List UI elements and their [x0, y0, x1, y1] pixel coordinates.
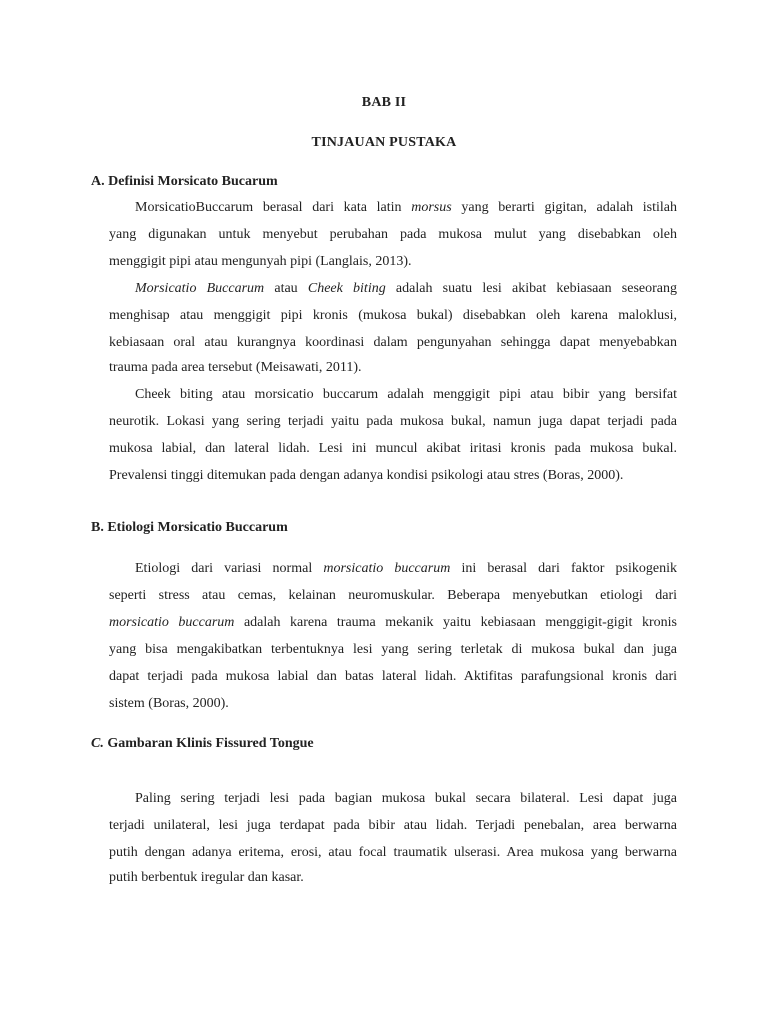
paragraph-line: yang digunakan untuk menyebut perubahan pada mukosa mulut yang disebabkan oleh: [109, 227, 677, 242]
paragraph-line: putih dengan adanya eritema, erosi, atau focal traumatik ulserasi. Area mukosa yang berwarna: [109, 845, 677, 860]
paragraph-line: trauma pada area tersebut (Meisawati, 2011).: [109, 360, 362, 375]
paragraph-line: sistem (Boras, 2000).: [109, 696, 229, 711]
paragraph-line: Morsicatio Buccarum atau Cheek biting adalah suatu lesi akibat kebiasaan seseorang: [135, 281, 677, 296]
paragraph-line: menghisap atau menggigit pipi kronis (mukosa bukal) disebabkan oleh karena maloklusi,: [109, 308, 677, 323]
paragraph-line: putih berbentuk iregular dan kasar.: [109, 870, 304, 885]
paragraph-line: yang bisa mengakibatkan terbentuknya lesi yang sering terletak di mukosa bukal dan juga: [109, 642, 677, 657]
section-b-letter: B.: [91, 520, 104, 535]
section-c-heading: [91, 736, 314, 752]
section-b-title: Etiologi Morsicatio Buccarum: [107, 520, 288, 535]
paragraph-line: mukosa labial, dan lateral lidah. Lesi ini muncul akibat iritasi kronis pada mukosa bukal.: [109, 441, 677, 456]
section-a-title: Definisi Morsicato Bucarum: [108, 174, 278, 189]
section-c-title: Gambaran Klinis Fissured Tongue: [107, 736, 314, 751]
paragraph-line: neurotik. Lokasi yang sering terjadi yaitu pada mukosa bukal, namun juga dapat terjadi pada: [109, 414, 677, 429]
paragraph-line: menggigit pipi atau mengunyah pipi (Langlais, 2013).: [109, 254, 412, 269]
paragraph-line: dapat terjadi pada mukosa labial dan batas lateral lidah. Aktifitas parafungsional kronis dari: [109, 669, 677, 684]
paragraph-line: Cheek biting atau morsicatio buccarum adalah menggigit pipi atau bibir yang bersifat: [135, 387, 677, 402]
paragraph-line: terjadi unilateral, lesi juga terdapat pada bibir atau lidah. Terjadi penebalan, area berwarna: [109, 818, 677, 833]
paragraph-line: Etiologi dari variasi normal morsicatio buccarum ini berasal dari faktor psikogenik: [135, 561, 677, 576]
section-b-heading: [91, 520, 288, 536]
paragraph-line: seperti stress atau cemas, kelainan neuromuskular. Beberapa menyebutkan etiologi dari: [109, 588, 677, 603]
paragraph-line: Paling sering terjadi lesi pada bagian mukosa bukal secara bilateral. Lesi dapat juga: [135, 791, 677, 806]
section-a-heading: [91, 174, 278, 190]
paragraph-line: Prevalensi tinggi ditemukan pada dengan adanya kondisi psikologi atau stres (Boras, 2000).: [109, 468, 624, 483]
paragraph-line: MorsicatioBuccarum berasal dari kata latin morsus yang berarti gigitan, adalah istilah: [135, 200, 677, 215]
chapter-number: BAB II: [361, 95, 407, 110]
chapter-title: TINJAUAN PUSTAKA: [311, 135, 457, 150]
paragraph-line: morsicatio buccarum adalah karena trauma mekanik yaitu kebiasaan menggigit-gigit kronis: [109, 615, 677, 630]
section-c-letter: C.: [91, 736, 104, 751]
section-a-letter: A.: [91, 174, 105, 189]
paragraph-line: kebiasaan oral atau kurangnya koordinasi dalam pengunyahan sehingga dapat menyebabkan: [109, 335, 677, 350]
